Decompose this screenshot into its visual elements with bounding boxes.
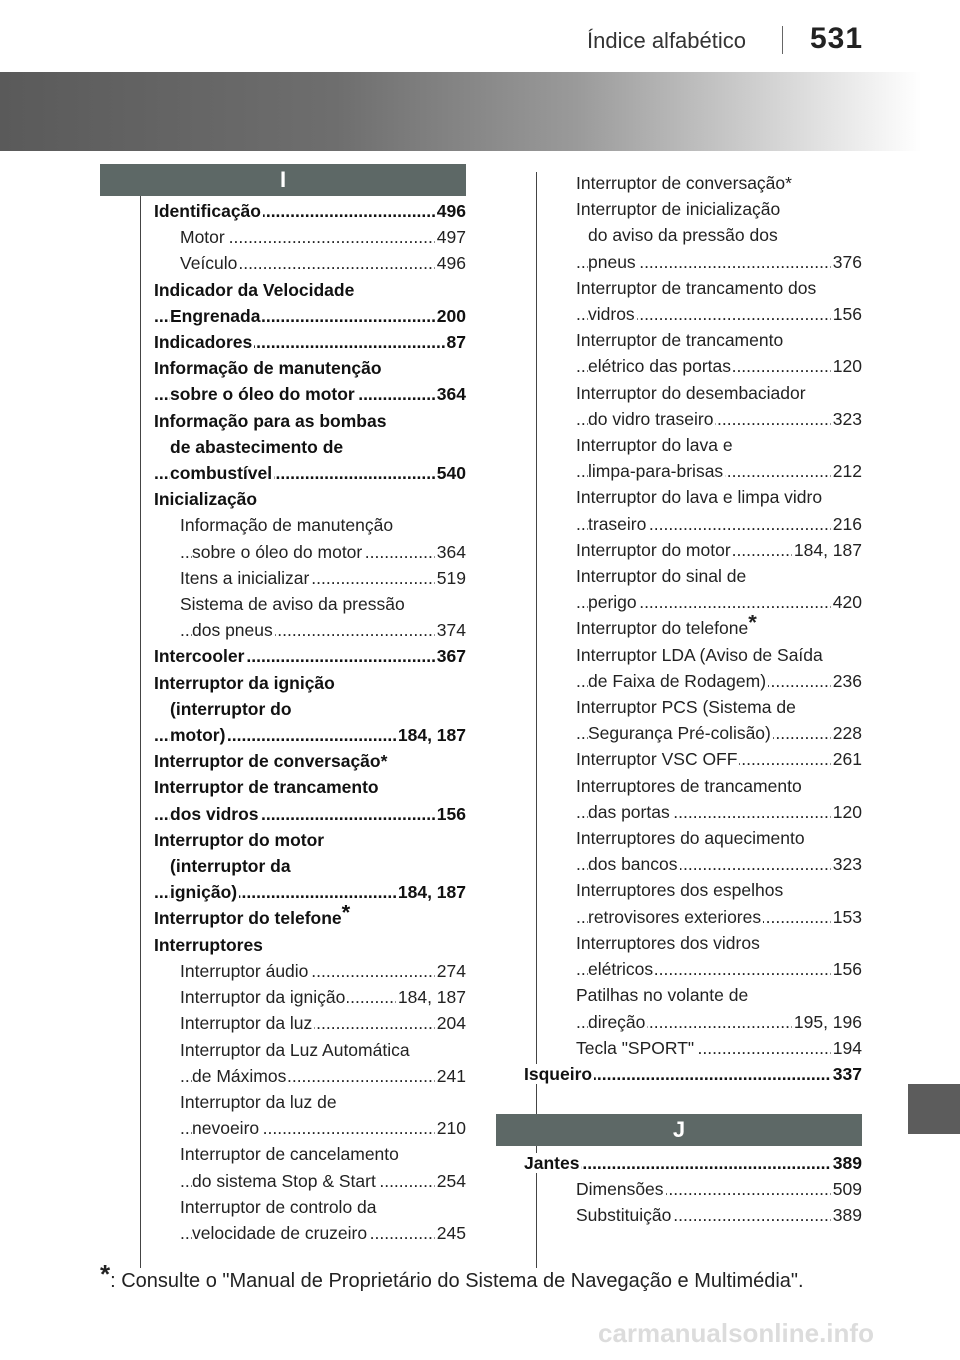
index-entry-text: dos pneus [192,620,273,641]
index-entry [154,1010,466,1036]
index-entry [550,170,862,196]
index-entry [550,458,862,484]
index-entry-text: dos bancos [588,854,678,875]
index-entry-text: (interruptor do [170,698,292,719]
index-entry-text: Jantes [524,1153,580,1173]
index-entry-text: Interruptor LDA (Aviso de Saída [576,644,823,665]
index-entry [154,1089,466,1115]
header-divider [782,26,783,54]
index-entry-page: 364 [435,539,466,565]
index-entry-text: elétrico das portas [588,356,731,377]
index-entry-text: Interruptor VSC OFF [576,749,738,770]
index-entry [154,1168,466,1194]
index-entry [154,879,466,905]
index-entry [550,301,862,327]
page-title: Índice alfabético [587,28,746,53]
index-entry-page: 509 [831,1176,862,1202]
index-entry-text: Interruptor de controlo da [180,1196,377,1217]
index-entry [550,537,862,563]
index-entry [154,381,466,407]
index-entry-text: Substituição [576,1205,672,1226]
index-entry [154,329,466,355]
index-entry [154,250,466,276]
index-entry-page: 376 [831,249,862,275]
index-entry-page: 200 [435,303,466,329]
index-entry [154,198,466,224]
index-entry [154,1220,466,1246]
index-entry-page: 389 [831,1202,862,1228]
index-entry-text: pneus [588,251,636,272]
index-entry-text: Interruptores dos espelhos [576,880,784,901]
index-entry [550,563,862,589]
index-entry [550,825,862,851]
index-entry-text: do sistema Stop & Start [192,1170,376,1191]
index-entry-text: nevoeiro [192,1118,260,1139]
index-entry [524,1061,862,1087]
index-entry-text: Inicialização [154,489,258,510]
column-rule-right [536,172,537,1268]
index-entry-text: elétricos [588,959,654,980]
footnote-marker: * [341,905,351,926]
index-entry [550,956,862,982]
index-entry-page: 540 [435,460,466,486]
index-entry [550,1035,862,1061]
index-entry-text: Interruptor áudio [180,960,309,981]
index-entry-text: de abastecimento de [170,436,344,457]
index-entry-text: Sistema de aviso da pressão [180,594,405,615]
index-list-j [524,1150,862,1229]
index-entry [154,486,466,512]
index-entry-page: 228 [831,720,862,746]
index-entry-text: Intercooler [154,646,245,667]
index-entry-text: Dimensões [576,1179,664,1200]
index-entry [550,877,862,903]
index-entry [154,748,466,774]
index-entry-text: Interruptor de trancamento [576,330,784,351]
index-entry-text: Interruptor de cancelamento [180,1144,399,1165]
index-entry [154,408,466,434]
index-entry [154,696,466,722]
index-entry-text: combustível [170,463,273,484]
index-entry [550,904,862,930]
index-entry-text: Motor [180,227,225,248]
index-entry [154,958,466,984]
index-entry-page: 496 [435,198,466,224]
index-entry-page: 204 [435,1010,466,1036]
index-entry-text: Identificação [154,201,261,221]
index-entry [550,1176,862,1202]
index-entry [154,1063,466,1089]
index-entry-text: Interruptor do telefone [576,618,749,639]
index-entry-page: 323 [831,406,862,432]
index-entry-text: velocidade de cruzeiro [192,1222,368,1243]
index-entry [154,303,466,329]
index-entry [550,589,862,615]
index-entry [154,277,466,303]
index-list-left [154,198,466,1246]
index-entry-text: Segurança Pré-colisão) [588,723,771,744]
header-banner [0,72,960,151]
index-entry-page: 156 [831,956,862,982]
index-entry-text: traseiro [588,513,647,534]
index-entry-text: limpa-para-brisas [588,461,724,482]
index-entry [550,720,862,746]
index-entry [550,432,862,458]
index-entry-text: Indicador da Velocidade [154,279,355,300]
index-entry-page: 212 [831,458,862,484]
page-header [0,0,960,72]
index-entry-page: 245 [435,1220,466,1246]
index-entry-page: 156 [831,301,862,327]
index-entry-text: Interruptores de trancamento [576,775,802,796]
index-entry-text: Indicadores [154,332,253,353]
index-entry-page: 420 [831,589,862,615]
index-entry-text: das portas [588,801,670,822]
index-entry [550,615,862,641]
index-entry [550,930,862,956]
index-entry [550,746,862,772]
index-entry-text: Interruptor do desembaciador [576,382,806,403]
index-entry-page: 184, 187 [396,722,466,748]
index-entry-text: Interruptor do sinal de [576,566,747,587]
index-entry-text: Engrenada [170,305,261,326]
index-entry-text: Interruptor de conversação* [576,173,792,193]
index-entry-text: sobre o óleo do motor [192,541,363,562]
index-entry-page: 497 [435,224,466,250]
index-entry-text: Interruptor de inicialização [576,199,781,220]
column-rule-left [140,194,141,1268]
index-entry [550,196,862,222]
index-entry [154,774,466,800]
index-entry [550,982,862,1008]
index-entry [550,1009,862,1035]
index-entry-text: do vidro traseiro [588,408,714,429]
index-entry [550,694,862,720]
index-entry-page: 367 [435,643,466,669]
index-entry-text: Interruptor da luz [180,1013,313,1034]
index-entry [154,460,466,486]
index-entry [550,484,862,510]
index-entry [550,668,862,694]
index-entry [550,327,862,353]
footnote-star: * [100,1259,111,1289]
index-entry-text: Interruptor do lava e limpa vidro [576,487,823,508]
index-list-right [524,170,862,1087]
index-entry-text: Patilhas no volante de [576,985,749,1006]
index-entry-text: (interruptor da [170,856,291,877]
chapter-side-tab [908,1084,960,1134]
index-entry-text: Informação de manutenção [154,358,382,379]
index-entry [154,1037,466,1063]
index-entry [154,539,466,565]
index-entry-page: 194 [831,1035,862,1061]
index-entry-text: Interruptor de conversação* [154,751,388,772]
index-entry [154,722,466,748]
index-entry-page: 496 [435,250,466,276]
index-entry-text: Veículo [180,253,238,274]
index-entry [154,224,466,250]
index-entry [550,249,862,275]
index-entry-page: 323 [831,851,862,877]
index-entry [550,1202,862,1228]
index-entry-page: 364 [435,381,466,407]
index-entry [550,773,862,799]
index-entry-page: 87 [445,329,466,355]
index-entry-page: 236 [831,668,862,694]
index-entry-page: 153 [831,904,862,930]
index-entry [154,984,466,1010]
index-entry-page: 374 [435,617,466,643]
index-entry-text: Interruptor PCS (Sistema de [576,697,796,718]
index-entry [154,932,466,958]
index-entry-text: Interruptores dos vidros [576,932,760,953]
index-entry-text: Tecla "SPORT" [576,1037,695,1058]
index-entry [550,642,862,668]
footnote [100,1259,880,1293]
index-entry [154,565,466,591]
index-entry-text: Interruptores [154,934,263,955]
index-entry [154,1115,466,1141]
index-entry-page: 120 [831,799,862,825]
index-entry [154,1194,466,1220]
index-entry-text: Interruptores do aquecimento [576,828,805,849]
index-entry-page: 184, 187 [792,537,862,563]
index-entry-text: do aviso da pressão dos [588,225,778,246]
index-entry [154,853,466,879]
index-entry-text: Interruptor do lava e [576,435,733,456]
index-entry-text: Interruptor de trancamento [154,777,379,798]
index-entry-page: 156 [435,801,466,827]
index-entry-text: Informação de manutenção [180,515,394,536]
index-entry-text: sobre o óleo do motor [170,384,355,405]
index-entry-page: 241 [435,1063,466,1089]
index-entry [550,511,862,537]
index-entry-text: direção [588,1011,646,1032]
index-entry [550,851,862,877]
index-entry-text: Isqueiro [524,1063,593,1084]
index-entry [550,380,862,406]
index-entry-text: Interruptor da luz de [180,1091,337,1112]
index-entry [154,512,466,538]
index-entry-page: 195, 196 [792,1009,862,1035]
index-entry [550,353,862,379]
index-entry-page: 274 [435,958,466,984]
index-entry-text: perigo [588,592,637,613]
index-entry-text: dos vidros [170,803,259,824]
footnote-text: : Consulte o "Manual de Proprietário do Sistema de Navegação e Multimédia". [110,1270,804,1292]
index-entry [154,355,466,381]
index-entry-text: Interruptor do telefone [154,908,342,929]
index-entry-page: 261 [831,746,862,772]
index-entry-text: de Máximos [192,1065,287,1086]
index-entry-text: Interruptor da ignição [154,672,335,693]
index-entry-text: Interruptor do motor [576,539,731,560]
footnote-marker: * [748,615,757,636]
index-entry-page: 184, 187 [396,879,466,905]
index-entry [524,1150,862,1176]
index-entry-text: Informação para as bombas [154,410,387,431]
index-entry-text: Interruptor de trancamento dos [576,277,817,298]
index-entry-page: 120 [831,353,862,379]
index-entry-text: motor) [170,725,226,746]
index-entry-page: 519 [435,565,466,591]
watermark: carmanualsonline.info [598,1318,874,1348]
index-entry-text: retrovisores exteriores [588,906,762,927]
index-entry-page: 184, 187 [396,984,466,1010]
index-entry [154,617,466,643]
index-entry-text: de Faixa de Rodagem) [588,670,767,691]
index-entry [154,591,466,617]
index-entry [550,222,862,248]
page-number: 531 [810,22,864,55]
index-entry [154,801,466,827]
index-entry [154,643,466,669]
index-entry [550,799,862,825]
index-entry [154,905,466,931]
index-entry-page: 337 [831,1061,862,1087]
index-entry [154,827,466,853]
section-letter-i: I [100,164,466,196]
index-entry [154,1141,466,1167]
index-entry [154,670,466,696]
index-entry-text: vidros [588,304,635,325]
index-entry [154,434,466,460]
index-entry-text: Interruptor da ignição [180,987,346,1008]
index-entry-text: Interruptor da Luz Automática [180,1039,410,1060]
index-entry-text: ignição) [170,882,238,903]
index-entry-page: 389 [831,1150,862,1176]
index-entry-text: Itens a inicializar [180,567,310,588]
index-entry [550,275,862,301]
section-letter-j: J [496,1114,862,1146]
index-entry-page: 210 [435,1115,466,1141]
index-entry-page: 216 [831,511,862,537]
index-entry-text: Interruptor do motor [154,829,325,850]
index-entry-page: 254 [435,1168,466,1194]
index-entry [550,406,862,432]
